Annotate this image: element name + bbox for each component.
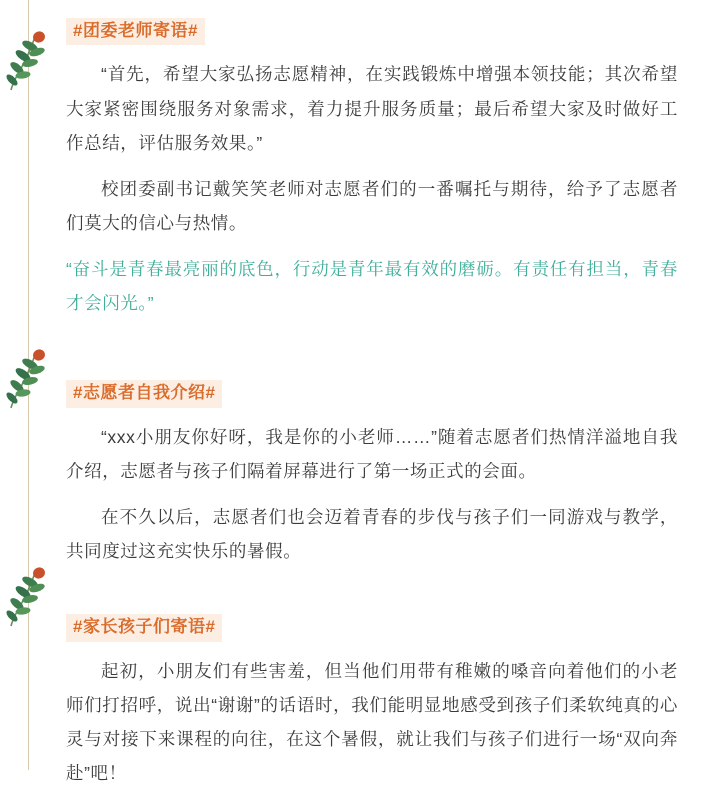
paragraph: 校团委副书记戴笑笑老师对志愿者们的一番嘱托与期待，给予了志愿者们莫大的信心与热情。 [66,178,678,233]
paragraph: “首先，希望大家弘扬志愿精神，在实践锻炼中增强本领技能；其次希望大家紧密围绕服务对象需求，着力提升服务质量；最后希望大家及时做好工作总结，评估服务效果。” [66,64,678,153]
olive-branch-icon [6,566,54,628]
paragraph: 在不久以后，志愿者们也会迈着青春的步伐与孩子们一同游戏与教学，共同度过这充实快乐的暑假。 [66,506,678,562]
section-teacher-message [66,18,678,320]
section-parent-child-message [66,614,678,790]
section-volunteer-introduction [66,380,678,568]
paragraph: “xxx小朋友你好呀，我是你的小老师……”随着志愿者们热情洋溢地自我介绍，志愿者与孩子们隔着屏幕进行了第一场正式的会面。 [66,426,678,481]
olive-branch-icon [6,348,54,410]
section-heading: #志愿者自我介绍# [66,380,222,407]
section-heading: #团委老师寄语# [66,18,205,45]
article-content [66,0,678,790]
section-heading: #家长孩子们寄语# [66,614,222,641]
paragraph: 起初，小朋友们有些害羞，但当他们用带有稚嫩的嗓音向着他们的小老师们打招呼，说出“谢谢”的话语时，我们能明显地感受到孩子们柔软纯真的心灵与对接下来课程的向往，在这个暑假，就让我们与孩子们进行一场“双向奔赴”吧！ [66,660,678,783]
olive-branch-icon [6,30,54,92]
paragraph-highlight: “奋斗是青春最亮丽的底色，行动是青年最有效的磨砺。有责任有担当，青春才会闪光。” [66,259,678,314]
